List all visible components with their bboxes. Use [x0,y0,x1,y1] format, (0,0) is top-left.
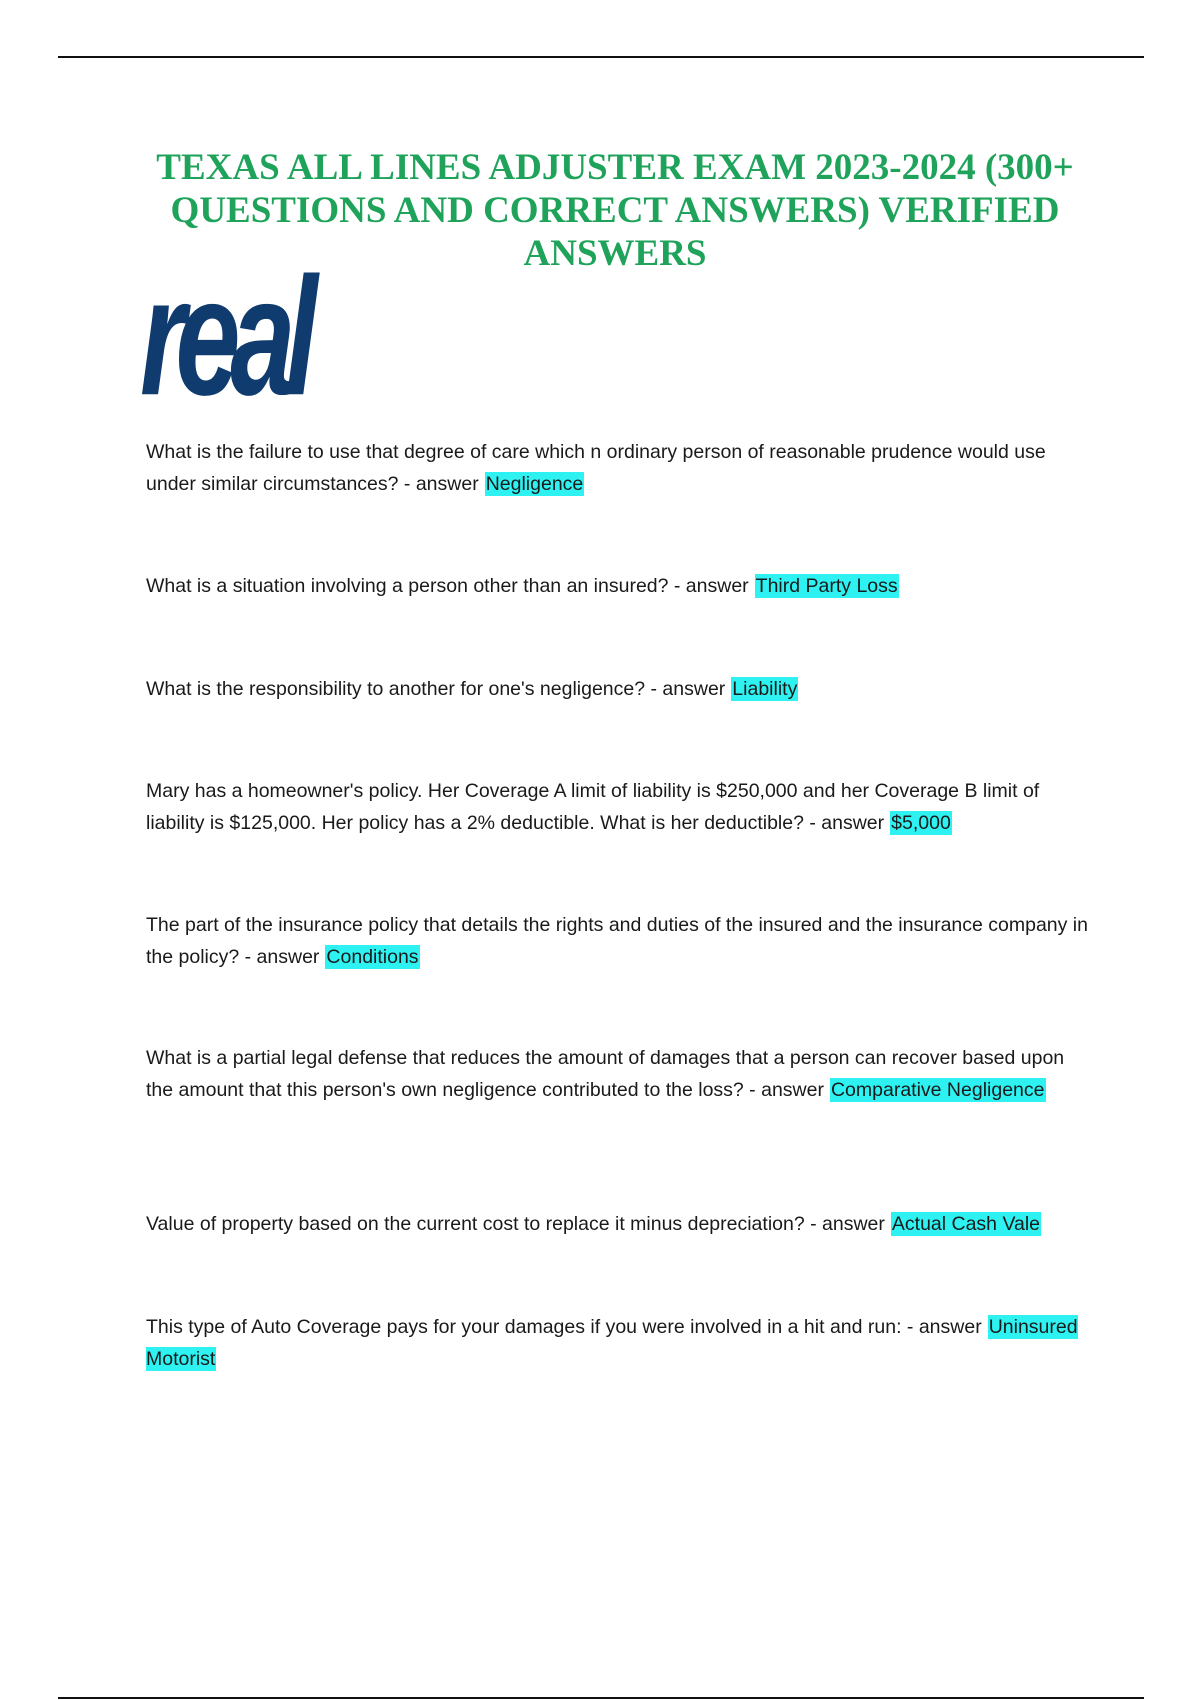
answer-highlight: Negligence [485,473,584,495]
qa-item [146,1311,1096,1375]
question-text: What is the failure to use that degree of care which n ordinary person of reasonable prudence would use under similar circumstances? - answer [146,441,1046,495]
question-text: The part of the insurance policy that details the rights and duties of the insured and the insurance company in the policy? - answer [146,914,1088,968]
question-text: What is the responsibility to another for one's negligence? - answer [146,678,726,700]
question-text: Value of property based on the current cost to replace it minus depreciation? - answer [146,1213,885,1235]
qa-item [146,909,1096,973]
question-text: Mary has a homeowner's policy. Her Coverage A limit of liability is $250,000 and her Coverage B limit of liability is $125,000. Her policy has a 2% deductible. What is her deductible? - answer [146,780,1040,834]
answer-highlight: Comparative Negligence [830,1079,1045,1101]
answer-highlight: Conditions [326,946,419,968]
question-text: What is a situation involving a person other than an insured? - answer [146,575,749,597]
answer-highlight: Actual Cash Vale [891,1213,1041,1235]
answer-highlight: Uninsured Motorist [146,1316,1078,1370]
top-rule [58,56,1144,58]
qa-item [146,1042,1096,1106]
qa-item [146,1208,1096,1240]
qa-item [146,673,1096,705]
question-text: This type of Auto Coverage pays for your damages if you were involved in a hit and run: - answer [146,1316,982,1338]
bottom-rule [58,1697,1144,1699]
document-title: TEXAS ALL LINES ADJUSTER EXAM 2023-2024 (300+ QUESTIONS AND CORRECT ANSWERS) VERIFIED ANSWERS [156,147,1074,274]
qa-item [146,775,1096,839]
answer-highlight: Liability [732,678,798,700]
answer-highlight: Third Party Loss [755,575,898,597]
real-logo [140,241,340,431]
logo-wordmark: real [140,241,308,431]
answer-highlight: $5,000 [891,812,951,834]
qa-item [146,436,1096,500]
qa-item [146,570,1096,602]
question-text: What is a partial legal defense that reduces the amount of damages that a person can recover based upon the amount that this person's own negligence contributed to the loss? - answer [146,1047,1065,1101]
